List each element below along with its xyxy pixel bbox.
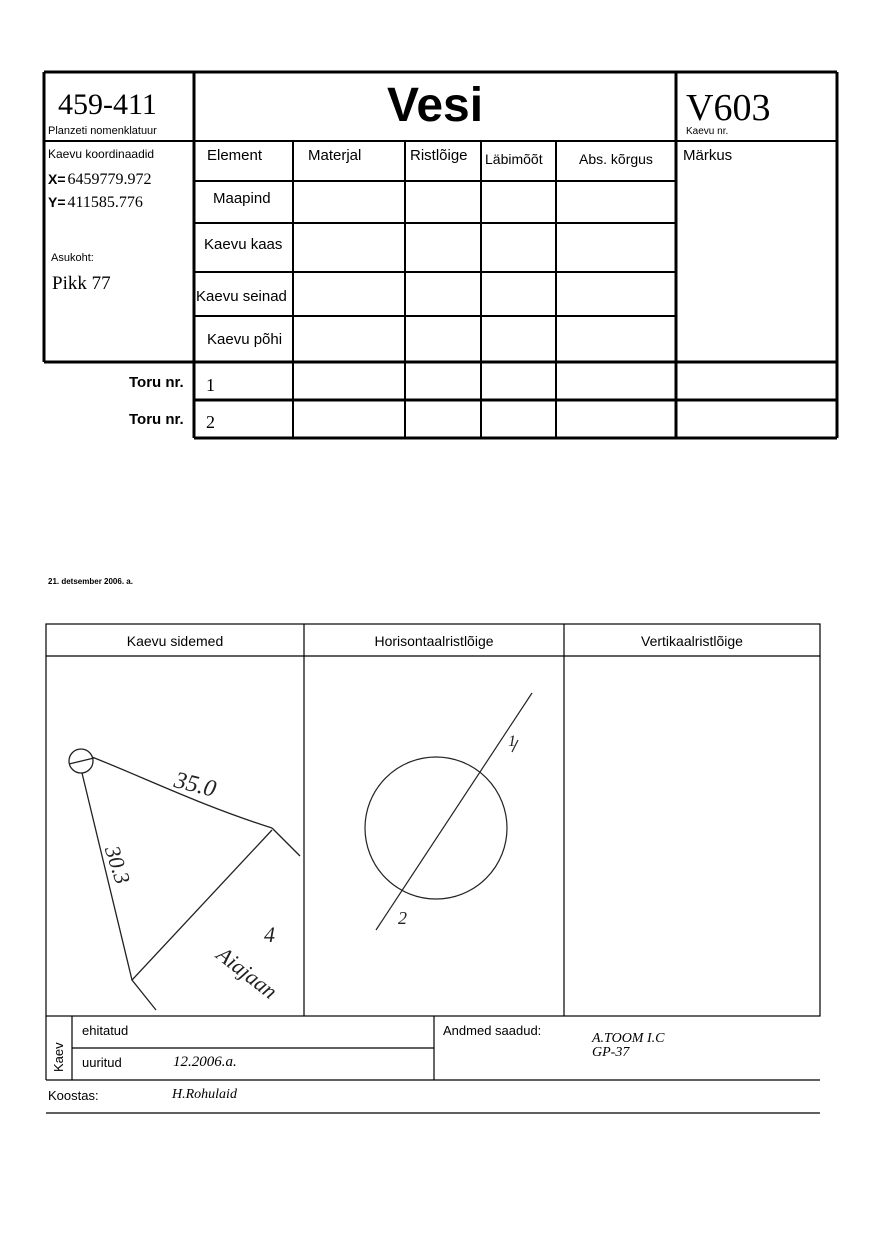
section-title-horizontal: Horisontaalristlõige xyxy=(374,633,494,649)
pipe-mark-1: 1 xyxy=(508,733,516,750)
handwritten-word: Aiajaan xyxy=(211,941,283,1004)
row-label-well-bottom: Kaevu põhi xyxy=(207,331,283,348)
compiled-label: Koostas: xyxy=(48,1088,99,1103)
well-side-label: Kaev xyxy=(51,1042,66,1072)
col-header-element: Element xyxy=(207,147,263,164)
pipe-number-2: 2 xyxy=(206,412,215,432)
row-label-ground: Maapind xyxy=(213,190,271,207)
nomenclature-value: 459-411 xyxy=(58,88,157,121)
measurement-30: 30.3 xyxy=(99,842,136,888)
col-header-remark: Märkus xyxy=(683,147,733,164)
y-coordinate-label: Y= xyxy=(48,194,66,210)
section-title-vertical: Vertikaalristlõige xyxy=(641,633,743,649)
x-coordinate-label: X= xyxy=(48,171,66,187)
well-number-label: Kaevu nr. xyxy=(686,126,729,137)
well-number: V603 xyxy=(686,87,771,129)
row-label-well-lid: Kaevu kaas xyxy=(204,236,283,253)
location-value: Pikk 77 xyxy=(52,273,111,294)
pipe-label-1: Toru nr. xyxy=(129,374,184,391)
x-coordinate xyxy=(48,171,152,189)
section-title-well-ties: Kaevu sidemed xyxy=(126,633,224,649)
handwritten-number-4: 4 xyxy=(264,922,275,947)
measurement-35: 35.0 xyxy=(171,767,219,803)
surveyed-label: uuritud xyxy=(82,1055,122,1070)
data-from-label: Andmed saadud: xyxy=(443,1023,542,1038)
compiled-value: H.Rohulaid xyxy=(172,1087,237,1102)
surveyed-value: 12.2006.a. xyxy=(173,1054,237,1070)
col-header-abs-height: Abs. kõrgus xyxy=(579,151,653,167)
location-label: Asukoht: xyxy=(51,252,94,264)
col-header-cross-section: Ristlõige xyxy=(410,147,468,164)
pipe-mark-2: 2 xyxy=(398,908,407,928)
document-title: Vesi xyxy=(386,79,484,132)
pipe-number-1: 1 xyxy=(206,375,215,395)
data-from-line2: GP-37 xyxy=(592,1045,630,1060)
built-label: ehitatud xyxy=(82,1023,129,1038)
data-from-line1: A.TOOM I.C xyxy=(592,1031,665,1046)
x-coordinate-value: 6459779.972 xyxy=(67,171,152,188)
col-header-diameter: Läbimõõt xyxy=(485,151,543,167)
document-date: 21. detsember 2006. a. xyxy=(48,577,133,586)
col-header-material: Materjal xyxy=(308,147,362,164)
nomenclature-label: Planzeti nomenklatuur xyxy=(48,125,157,137)
pipe-label-2: Toru nr. xyxy=(129,411,184,428)
row-label-well-walls: Kaevu seinad xyxy=(196,288,287,305)
coordinates-label: Kaevu koordinaadid xyxy=(48,147,155,161)
y-coordinate xyxy=(48,194,143,212)
horizontal-section-sketch xyxy=(365,693,532,930)
y-coordinate-value: 411585.776 xyxy=(67,194,143,211)
